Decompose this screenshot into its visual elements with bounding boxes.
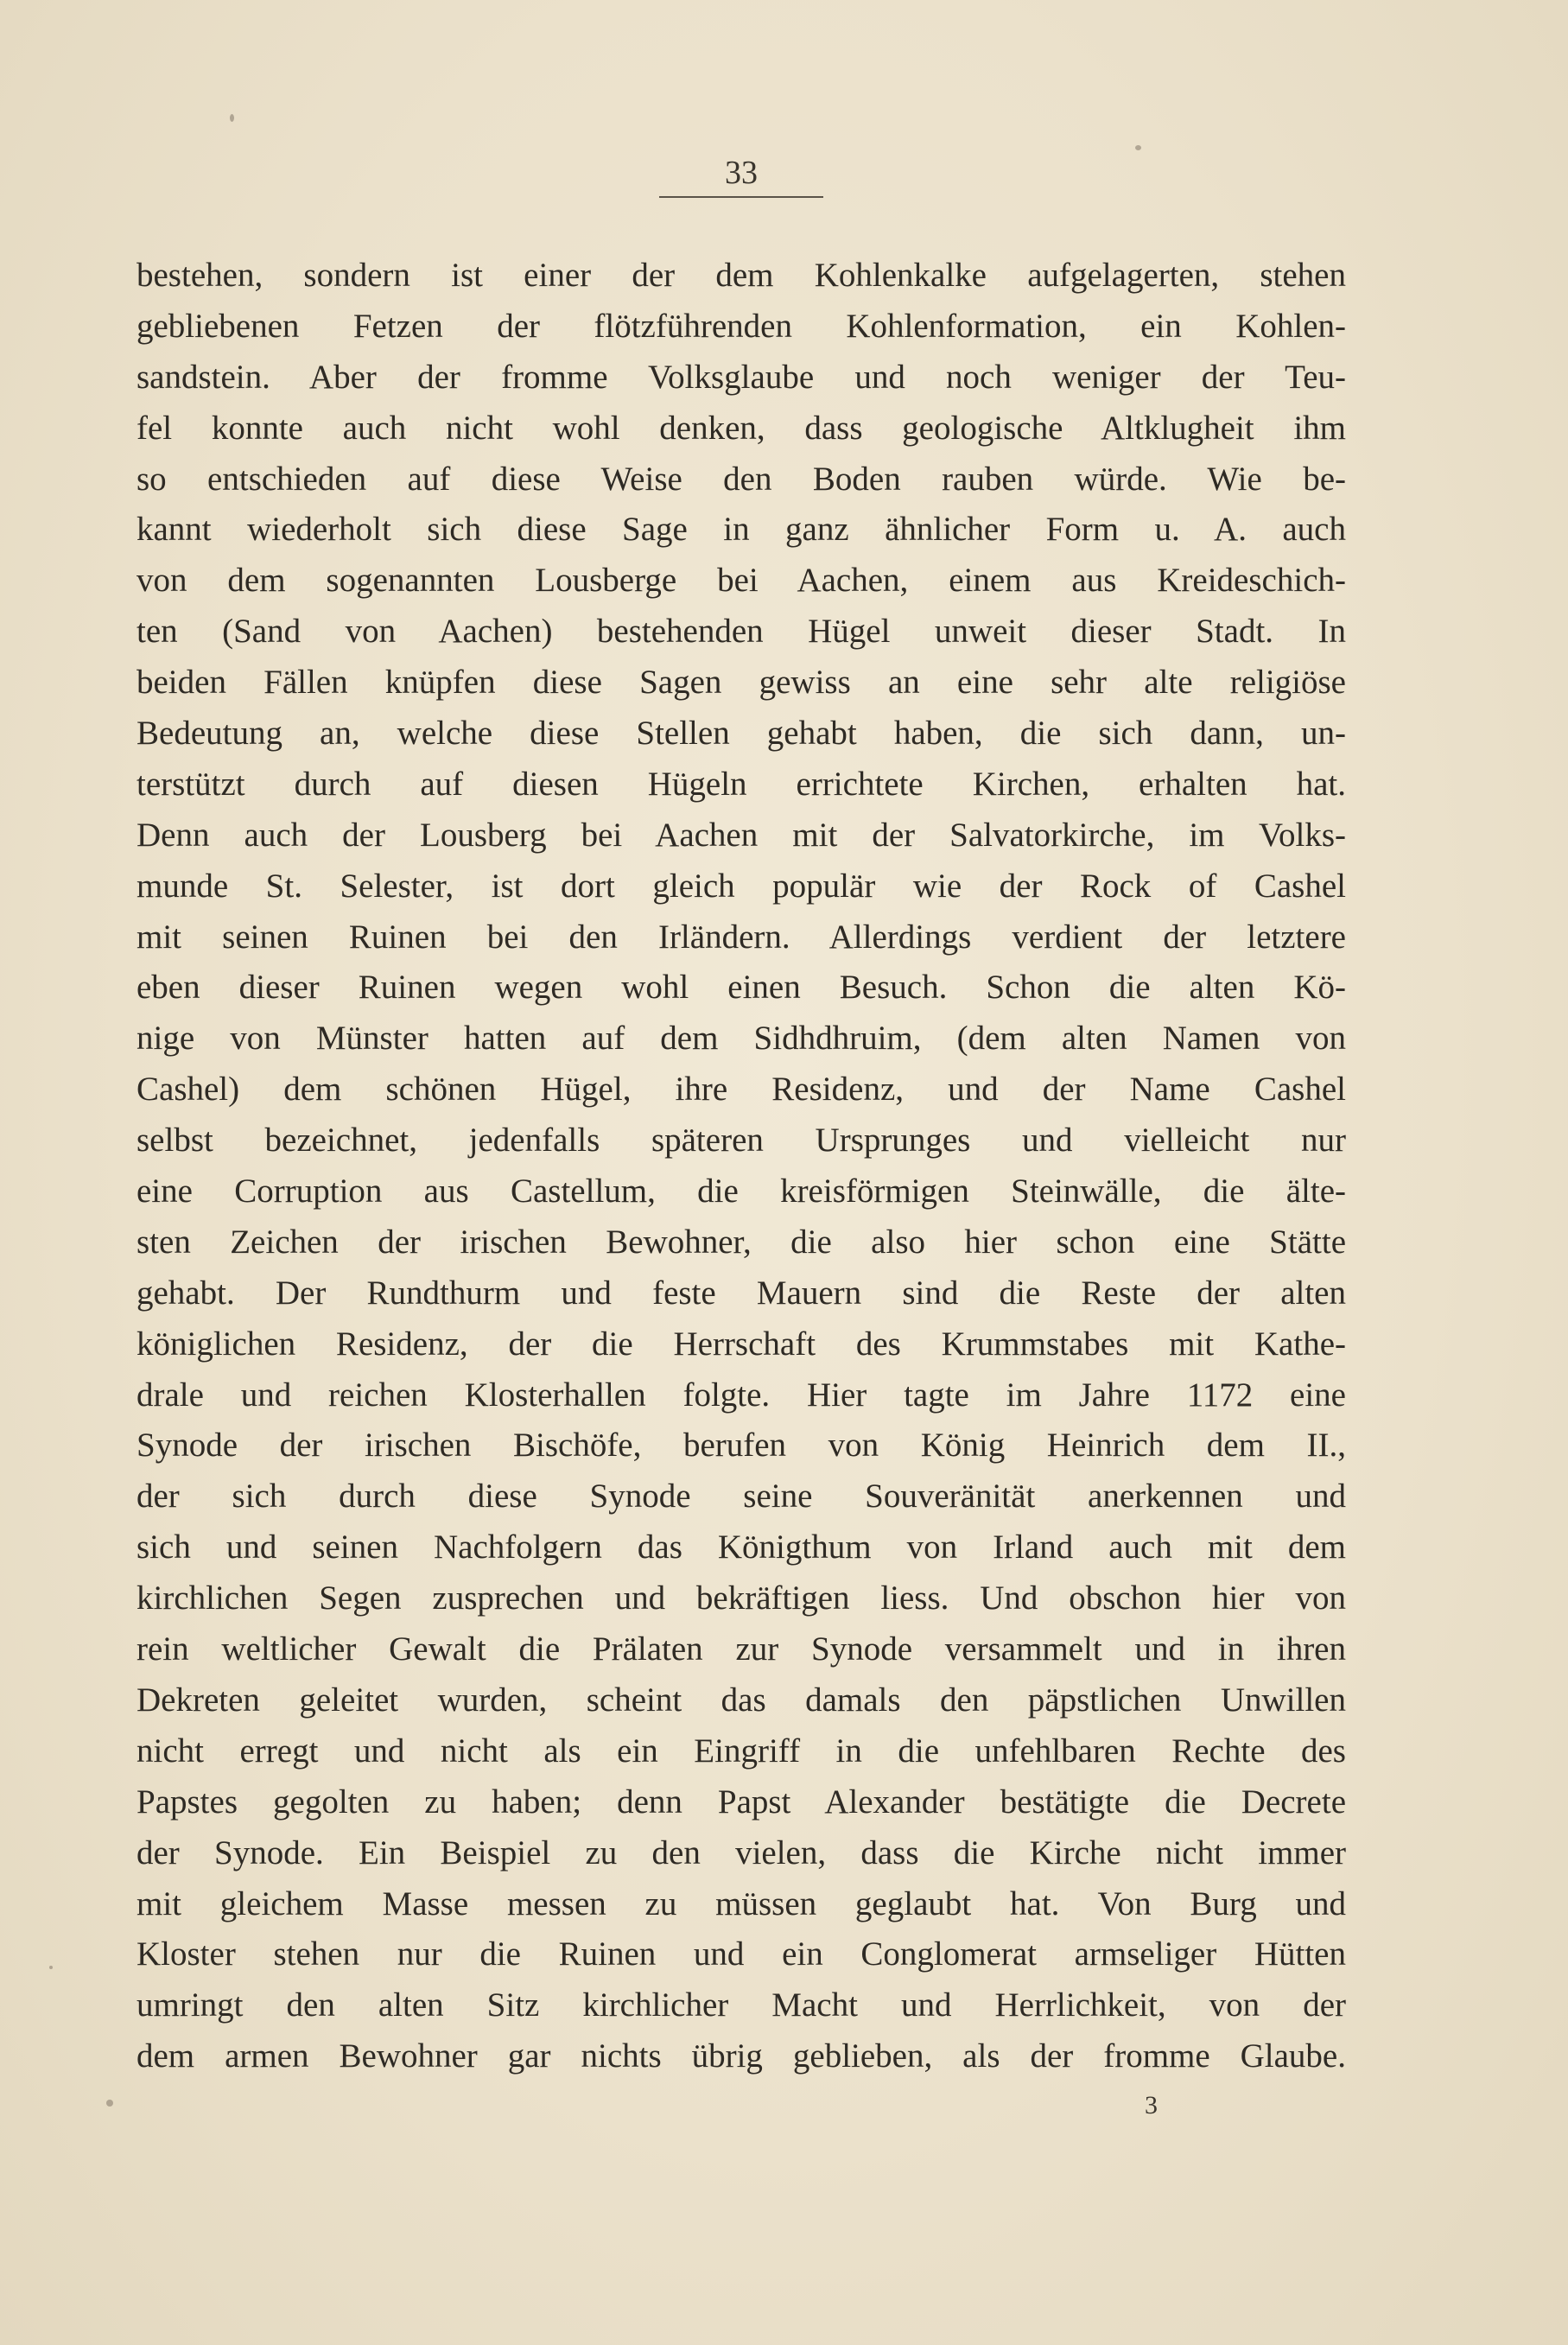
text-line: bestehen, sondern ist einer der dem Kohlenkalke aufgelagerten, stehen [136,257,1346,294]
text-line: gebliebenen Fetzen der flötzführenden Kohlenformation, ein Kohlen- [136,307,1346,345]
text-line: beiden Fällen knüpfen diese Sagen gewiss an eine sehr alte religiöse [136,664,1346,702]
text-line: kirchlichen Segen zusprechen und bekräftigen liess. Und obschon hier von [136,1579,1346,1617]
text-line: drale und reichen Klosterhallen folgte. Hier tagte im Jahre 1172 eine [136,1376,1346,1414]
text-line: mit gleichem Masse messen zu müssen geglaubt hat. Von Burg und [136,1884,1346,1922]
text-line: sandstein. Aber der fromme Volksglaube und noch weniger der Teu- [136,358,1346,396]
text-line: von dem sogenannten Lousberge bei Aachen, einem aus Kreideschich- [136,562,1346,600]
text-line: munde St. Selester, ist dort gleich populär wie der Rock of Cashel [136,867,1346,905]
text-line: umringt den alten Sitz kirchlicher Macht und Herrlichkeit, von der [136,1986,1346,2024]
text-line: sich und seinen Nachfolgern das Königthum von Irland auch mit dem [136,1528,1346,1567]
header-rule [659,196,823,198]
text-line: Papstes gegolten zu haben; denn Papst Alexander bestätigte die Decrete [136,1783,1346,1821]
text-line: Synode der irischen Bischöfe, berufen von König Heinrich dem II., [136,1427,1346,1465]
text-line: eine Corruption aus Castellum, die kreisförmigen Steinwälle, die älte- [136,1172,1346,1211]
paper-speck [1135,145,1141,150]
text-line: dem armen Bewohner gar nichts übrig geblieben, als der fromme Glaube. [136,2037,1346,2075]
text-line: Dekreten geleitet wurden, scheint das damals den päpstlichen Unwillen [136,1681,1346,1719]
text-line: kannt wiederholt sich diese Sage in ganz ähnlicher Form u. A. auch [136,511,1346,549]
text-line: ten (Sand von Aachen) bestehenden Hügel unweit dieser Stadt. In [136,613,1346,651]
signature-mark: 3 [1145,2091,1158,2119]
text-line: königlichen Residenz, der die Herrschaft des Krummstabes mit Kathe- [136,1325,1346,1363]
text-line: eben dieser Ruinen wegen wohl einen Besuch. Schon die alten Kö- [136,969,1346,1007]
text-line: Bedeutung an, welche diese Stellen gehabt haben, die sich dann, un- [136,715,1346,753]
text-line: nige von Münster hatten auf dem Sidhdhruim, (dem alten Namen von [136,1020,1346,1058]
text-line: der sich durch diese Synode seine Souveränität anerkennen und [136,1478,1346,1516]
body-text [136,251,1346,2082]
text-line: rein weltlicher Gewalt die Prälaten zur Synode versammelt und in ihren [136,1630,1346,1668]
text-line: selbst bezeichnet, jedenfalls späteren Ursprunges und vielleicht nur [136,1122,1346,1160]
paper-speck [230,114,234,122]
paper-speck [106,2100,113,2107]
text-line: so entschieden auf diese Weise den Boden rauben würde. Wie be- [136,460,1346,498]
text-line: sten Zeichen der irischen Bewohner, die also hier schon eine Stätte [136,1223,1346,1261]
text-line: fel konnte auch nicht wohl denken, dass geologische Altklugheit ihm [136,409,1346,447]
text-line: terstützt durch auf diesen Hügeln errichtete Kirchen, erhalten hat. [136,765,1346,803]
text-line: Denn auch der Lousberg bei Aachen mit der Salvatorkirche, im Volks- [136,816,1346,854]
page-number: 33 [725,155,758,191]
text-line: nicht erregt und nicht als ein Eingriff in die unfehlbaren Rechte des [136,1732,1346,1770]
paper-speck [49,1966,53,1969]
text-line: Cashel) dem schönen Hügel, ihre Residenz, und der Name Cashel [136,1071,1346,1109]
text-line: der Synode. Ein Beispiel zu den vielen, dass die Kirche nicht immer [136,1833,1346,1872]
text-line: mit seinen Ruinen bei den Irländern. Allerdings verdient der letztere [136,918,1346,956]
text-line: gehabt. Der Rundthurm und feste Mauern sind die Reste der alten [136,1274,1346,1312]
text-line: Kloster stehen nur die Ruinen und ein Conglomerat armseliger Hütten [136,1935,1346,1973]
